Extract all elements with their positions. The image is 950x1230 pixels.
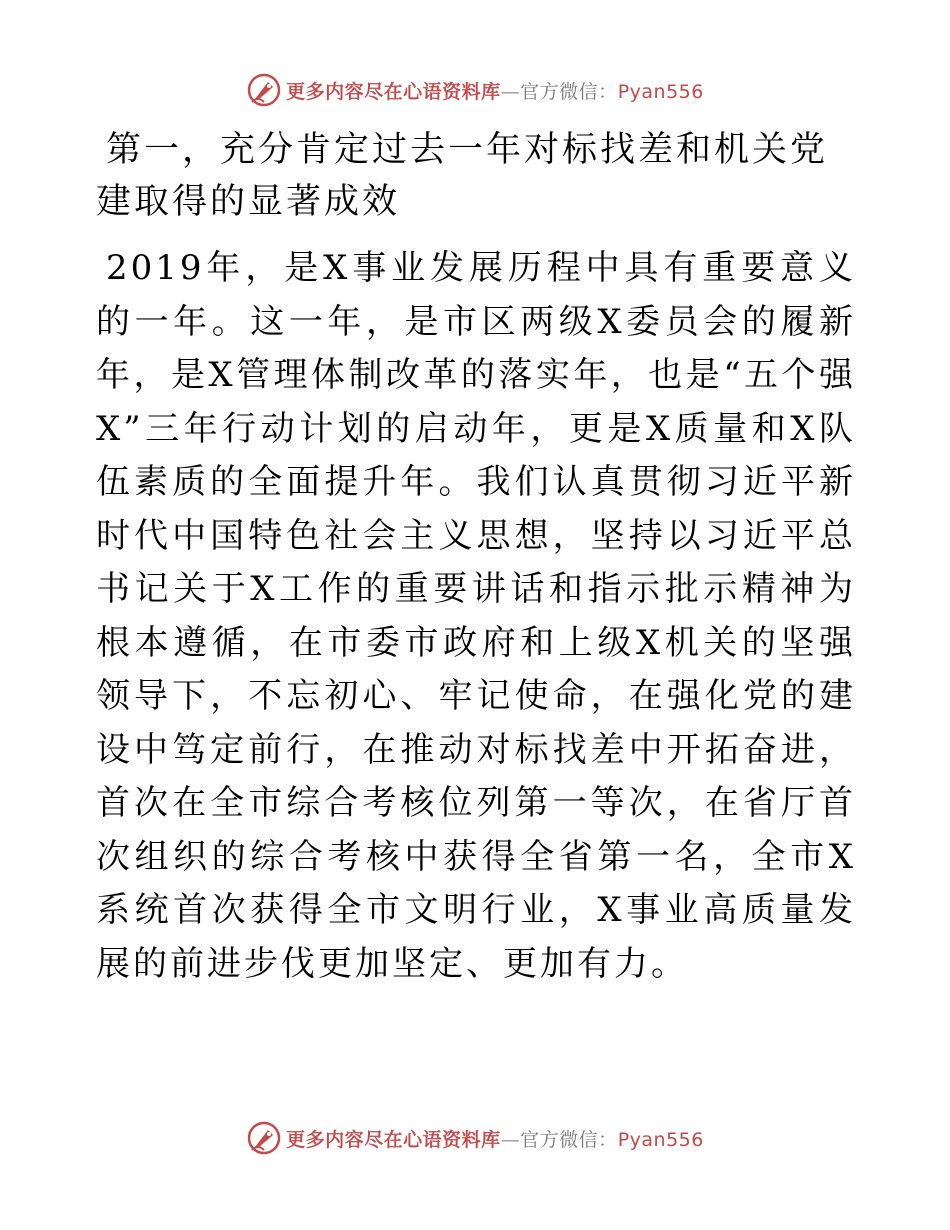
pen-nib-logo-icon [246, 1120, 282, 1156]
pen-nib-logo-icon [246, 72, 282, 108]
header-watermark [0, 70, 950, 110]
section-heading: 第一，充分肯定过去一年对标找差和机关党建取得的显著成效 [96, 130, 829, 222]
watermark-dash: — [500, 1128, 521, 1151]
watermark-account: Pyan556 [617, 1128, 704, 1151]
watermark-site: 更多内容尽在心语资料库 [286, 1128, 501, 1151]
watermark-account: Pyan556 [617, 80, 704, 103]
watermark-dash: — [500, 80, 521, 103]
body-paragraph: 2019年，是X事业发展历程中具有重要意义的一年。这一年，是市区两级X委员会的履新年，是X管理体制改革的落实年，也是“五个强X”三年行动计划的启动年，更是X质量和X队伍素质的全面提升年。我们认真贯彻习近平新时代中国特色社会主义思想，坚持以习近平总书记关于X工作的重要讲话和指示批示精神为根本遵循，在市委市政府和上级X机关的坚强领导下，不忘初心、牢记使命，在强化党的建设中笃定前行，在推动对标找差中开拓奋进，首次在全市综合考核位列第一等次，在省厅首次组织的综合考核中获得全省第一名，全市X系统首次获得全市文明行业，X事业高质量发展的前进步伐更加坚定、更加有力。 [96, 248, 856, 984]
watermark-label: 官方微信： [520, 1128, 618, 1151]
footer-watermark [0, 1118, 950, 1158]
document-body [96, 124, 856, 991]
watermark-text [286, 1125, 704, 1152]
watermark-site: 更多内容尽在心语资料库 [286, 80, 501, 103]
watermark-text [286, 77, 704, 104]
watermark-label: 官方微信： [520, 80, 618, 103]
